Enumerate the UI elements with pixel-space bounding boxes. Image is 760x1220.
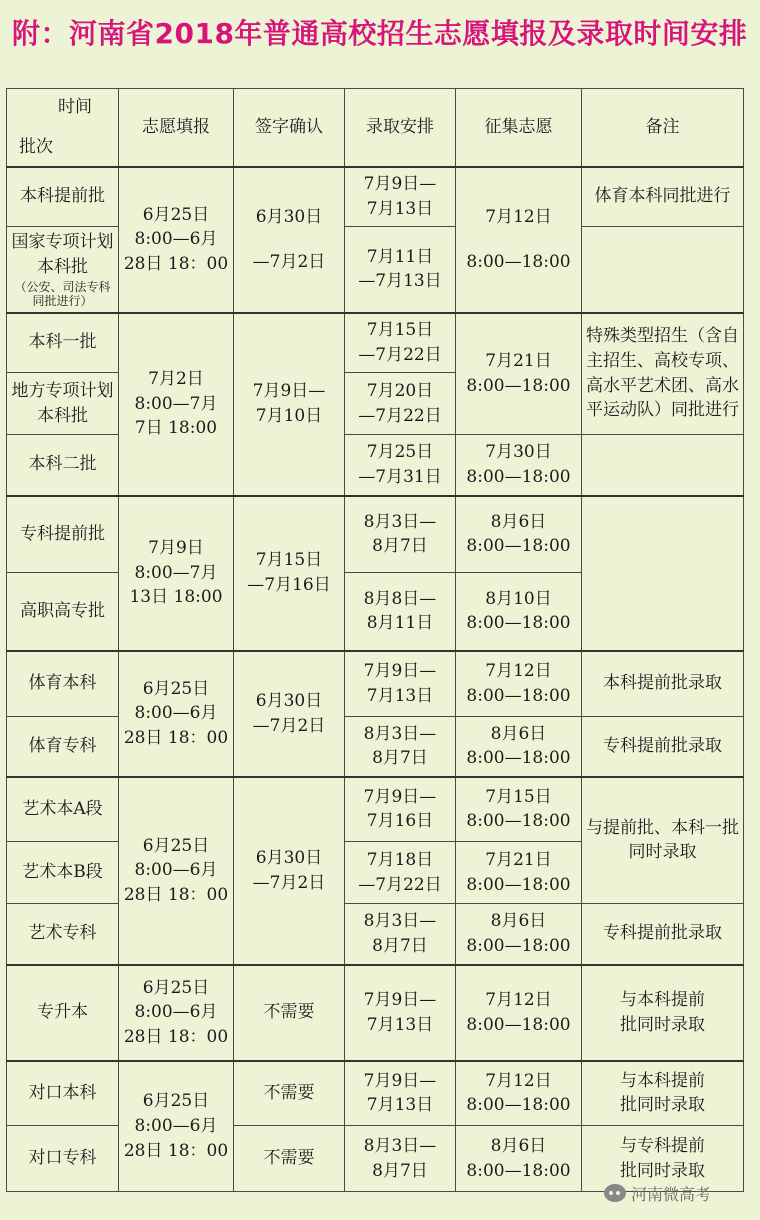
admit-cell: 7月9日— 7月13日 bbox=[345, 651, 456, 717]
batch-cell: 专升本 bbox=[7, 965, 119, 1061]
collect-cell: 8月6日 8:00—18:00 bbox=[456, 717, 582, 777]
batch-cell: 体育专科 bbox=[7, 717, 119, 777]
batch-cell: 本科一批 bbox=[7, 313, 119, 373]
fill-cell: 6月25日 8:00—6月 28日 18：00 bbox=[119, 965, 234, 1061]
header-collect: 征集志愿 bbox=[456, 89, 582, 167]
table-row bbox=[7, 904, 744, 965]
collect-cell: 8月6日 8:00—18:00 bbox=[456, 496, 582, 573]
admit-cell: 8月3日— 8月7日 bbox=[345, 717, 456, 777]
header-admit: 录取安排 bbox=[345, 89, 456, 167]
table-row bbox=[7, 167, 744, 227]
batch-subnote: （公安、司法专科同批进行） bbox=[14, 279, 111, 308]
header-time-label: 时间 bbox=[58, 97, 92, 117]
batch-cell: 高职高专批 bbox=[7, 573, 119, 651]
admit-cell: 7月11日 —7月13日 bbox=[345, 227, 456, 313]
table-row bbox=[7, 435, 744, 496]
corner-header-cell bbox=[7, 89, 119, 167]
admit-cell: 7月25日 —7月31日 bbox=[345, 435, 456, 496]
sign-cell: 不需要 bbox=[234, 965, 345, 1061]
sign-cell: 不需要 bbox=[234, 1126, 345, 1192]
collect-cell: 8月6日 8:00—18:00 bbox=[456, 904, 582, 965]
sign-cell: 7月15日 —7月16日 bbox=[234, 496, 345, 651]
fill-cell: 7月9日 8:00—7月 13日 18:00 bbox=[119, 496, 234, 651]
table-row bbox=[7, 651, 744, 717]
page-title: 附：河南省2018年普通高校招生志愿填报及录取时间安排 bbox=[12, 17, 748, 50]
collect-cell: 8月6日 8:00—18:00 bbox=[456, 1126, 582, 1192]
note-cell: 与专科提前 批同时录取 bbox=[582, 1126, 744, 1192]
header-note: 备注 bbox=[582, 89, 744, 167]
wechat-icon bbox=[604, 1184, 626, 1202]
batch-cell: 对口专科 bbox=[7, 1126, 119, 1192]
collect-cell: 7月21日 8:00—18:00 bbox=[456, 313, 582, 435]
note-cell: 本科提前批录取 bbox=[582, 651, 744, 717]
fill-cell: 6月25日 8:00—6月 28日 18：00 bbox=[119, 651, 234, 777]
table-row bbox=[7, 777, 744, 842]
note-cell: 专科提前批录取 bbox=[582, 904, 744, 965]
batch-cell: 本科提前批 bbox=[7, 167, 119, 227]
admit-cell: 7月18日 —7月22日 bbox=[345, 842, 456, 904]
admit-cell: 7月20日 —7月22日 bbox=[345, 373, 456, 435]
sign-cell: 6月30日 —7月2日 bbox=[234, 167, 345, 313]
batch-cell: 地方专项计划本科批 bbox=[7, 373, 119, 435]
note-cell: 专科提前批录取 bbox=[582, 717, 744, 777]
collect-cell: 7月21日 8:00—18:00 bbox=[456, 842, 582, 904]
watermark bbox=[604, 1180, 754, 1206]
batch-cell: 对口本科 bbox=[7, 1061, 119, 1126]
table-row bbox=[7, 717, 744, 777]
batch-cell: 国家专项计划本科批 （公安、司法专科同批进行） bbox=[7, 227, 119, 313]
watermark-text: 河南微高考 bbox=[631, 1184, 712, 1204]
admit-cell: 7月15日 —7月22日 bbox=[345, 313, 456, 373]
note-cell: 与本科提前 批同时录取 bbox=[582, 1061, 744, 1126]
note-cell: 特殊类型招生（含自主招生、高校专项、高水平艺术团、高水平运动队）同批进行 bbox=[582, 313, 744, 435]
header-batch-label: 批次 bbox=[19, 136, 53, 157]
table-row bbox=[7, 1061, 744, 1126]
sign-cell: 6月30日 —7月2日 bbox=[234, 777, 345, 965]
note-cell bbox=[582, 496, 744, 651]
note-cell: 与本科提前 批同时录取 bbox=[582, 965, 744, 1061]
collect-cell: 7月30日 8:00—18:00 bbox=[456, 435, 582, 496]
note-cell bbox=[582, 435, 744, 496]
batch-cell: 艺术本A段 bbox=[7, 777, 119, 842]
header-fill: 志愿填报 bbox=[119, 89, 234, 167]
admit-cell: 7月9日— 7月13日 bbox=[345, 167, 456, 227]
admit-cell: 7月9日— 7月13日 bbox=[345, 965, 456, 1061]
fill-cell: 6月25日 8:00—6月 28日 18：00 bbox=[119, 777, 234, 965]
admit-cell: 7月9日— 7月16日 bbox=[345, 777, 456, 842]
admit-cell: 8月8日— 8月11日 bbox=[345, 573, 456, 651]
note-cell: 与提前批、本科一批同时录取 bbox=[582, 777, 744, 904]
table-header-row bbox=[7, 89, 744, 167]
batch-cell: 艺术专科 bbox=[7, 904, 119, 965]
batch-cell: 本科二批 bbox=[7, 435, 119, 496]
header-sign: 签字确认 bbox=[234, 89, 345, 167]
collect-cell: 7月12日 8:00—18:00 bbox=[456, 651, 582, 717]
collect-cell: 7月12日 8:00—18:00 bbox=[456, 1061, 582, 1126]
fill-cell: 6月25日 8:00—6月 28日 18：00 bbox=[119, 167, 234, 313]
table-row bbox=[7, 496, 744, 573]
fill-cell: 6月25日 8:00—6月 28日 18：00 bbox=[119, 1061, 234, 1192]
table-row bbox=[7, 965, 744, 1061]
admit-cell: 8月3日— 8月7日 bbox=[345, 904, 456, 965]
collect-cell: 7月12日 8:00—18:00 bbox=[456, 965, 582, 1061]
admit-cell: 8月3日— 8月7日 bbox=[345, 1126, 456, 1192]
fill-cell: 7月2日 8:00—7月 7日 18:00 bbox=[119, 313, 234, 496]
note-cell: 体育本科同批进行 bbox=[582, 167, 744, 227]
table-row bbox=[7, 313, 744, 373]
batch-cell: 体育本科 bbox=[7, 651, 119, 717]
table-row bbox=[7, 227, 744, 313]
collect-cell: 7月15日 8:00—18:00 bbox=[456, 777, 582, 842]
collect-cell: 7月12日 8:00—18:00 bbox=[456, 167, 582, 313]
admit-cell: 8月3日— 8月7日 bbox=[345, 496, 456, 573]
sign-cell: 不需要 bbox=[234, 1061, 345, 1126]
sign-cell: 7月9日— 7月10日 bbox=[234, 313, 345, 496]
admit-cell: 7月9日— 7月13日 bbox=[345, 1061, 456, 1126]
batch-cell: 艺术本B段 bbox=[7, 842, 119, 904]
batch-cell: 专科提前批 bbox=[7, 496, 119, 573]
collect-cell: 8月10日 8:00—18:00 bbox=[456, 573, 582, 651]
sign-cell: 6月30日 —7月2日 bbox=[234, 651, 345, 777]
note-cell bbox=[582, 227, 744, 313]
schedule-table bbox=[6, 88, 744, 1192]
